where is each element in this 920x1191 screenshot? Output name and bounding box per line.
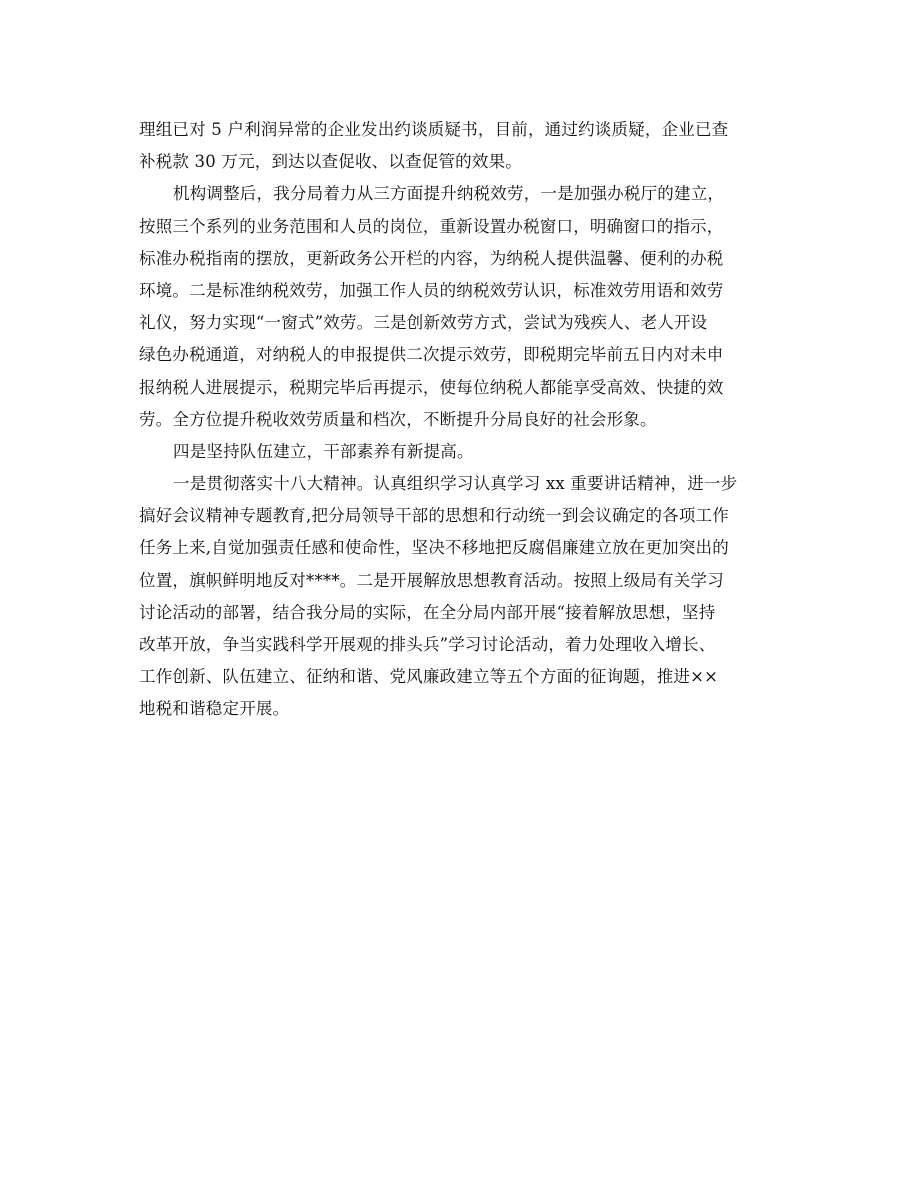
text-line: 工作创新、队伍建立、征纳和谐、党风廉政建立等五个方面的征询题，推进×× [139, 667, 719, 687]
paragraph-start-line: 一是贯彻落实十八大精神。认真组织学习认真学习 xx 重要讲话精神，进一步 [173, 474, 738, 494]
text-line: 地税和谐稳定开展。 [139, 699, 290, 719]
document-body [139, 114, 799, 726]
paragraph-start-line: 机构调整后，我分局着力从三方面提升纳税效劳，一是加强办税厅的建立， [173, 184, 725, 204]
text-line: 报纳税人进展提示，税期完毕后再提示，使每位纳税人都能享受高效、快捷的效 [139, 377, 724, 397]
section-heading-line: 四是坚持队伍建立，干部素养有新提高。 [173, 441, 474, 461]
text-line: 礼仪，努力实现“一窗式”效劳。三是创新效劳方式，尝试为残疾人、老人开设 [139, 313, 708, 333]
text-line: 理组已对 5 户利润异常的企业发出约谈质疑书，目前，通过约谈质疑，企业已查 [139, 120, 729, 139]
text-line: 环境。二是标准纳税效劳，加强工作人员的纳税效劳认识，标准效劳用语和效劳 [139, 280, 724, 300]
text-line: 绿色办税通道，对纳税人的申报提供二次提示效劳，即税期完毕前五日内对未申 [139, 345, 724, 365]
text-line: 位置，旗帜鲜明地反对****。二是开展解放思想教育活动。按照上级局有关学习 [139, 570, 724, 590]
text-line: 标准办税指南的摆放，更新政务公开栏的内容，为纳税人提供温馨、便利的办税 [139, 248, 724, 268]
text-line: 搞好会议精神专题教育,把分局领导干部的思想和行动统一到会议确定的各项工作 [139, 506, 729, 526]
text-line: 劳。全方位提升税收效劳质量和档次，不断提升分局良好的社会形象。 [139, 409, 657, 429]
text-line: 任务上来,自觉加强责任感和使命性，坚决不移地把反腐倡廉建立放在更加突出的 [139, 538, 729, 558]
text-line: 按照三个系列的业务范围和人员的岗位，重新设置办税窗口，明确窗口的指示， [139, 216, 724, 236]
text-line: 讨论活动的部署，结合我分局的实际，在全分局内部开展“接着解放思想，坚持 [139, 602, 716, 622]
text-line: 补税款 30 万元，到达以查促收、以查促管的效果。 [139, 152, 522, 172]
text-line: 改革开放，争当实践科学开展观的排头兵”学习讨论活动，着力处理收入增长、 [139, 635, 716, 654]
